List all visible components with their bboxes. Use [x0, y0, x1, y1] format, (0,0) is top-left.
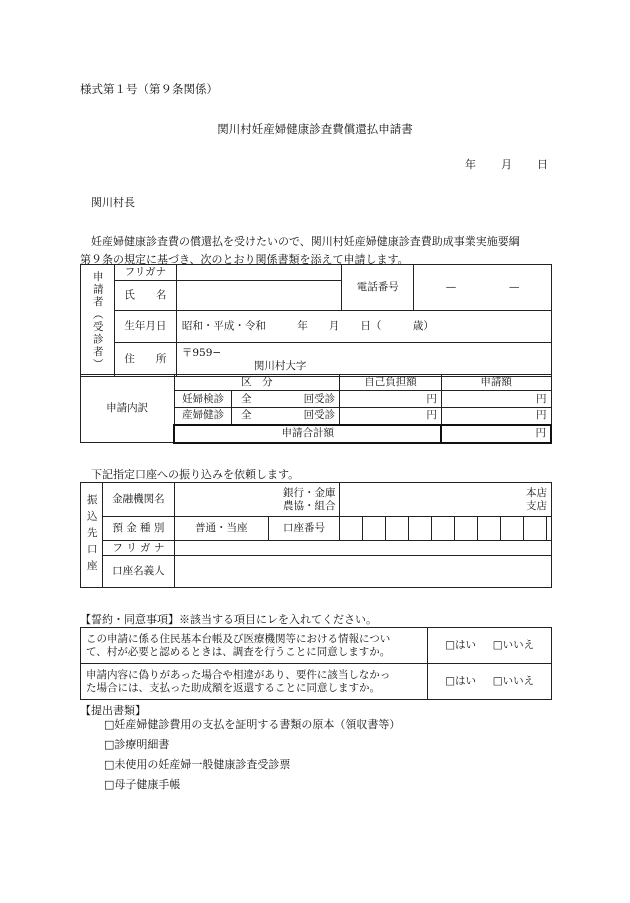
- bank-table: [80, 482, 552, 588]
- holder-input[interactable]: [174, 556, 551, 588]
- account-digit[interactable]: [501, 517, 524, 541]
- no-checkbox[interactable]: □いいえ: [492, 639, 535, 652]
- date-month: 月: [501, 158, 512, 171]
- document-item[interactable]: □未使用の妊産婦一般健康診査受診票: [104, 758, 291, 771]
- furigana-label: フリガナ: [114, 265, 176, 281]
- consent-table: [80, 627, 552, 700]
- consent-question: この申請に係る住民基本台帳及び医療機関等における情報につい て、村が必要と認めるときは、調査を行うことに同意しますか。: [81, 628, 428, 664]
- addressee: 関川村長: [91, 196, 135, 209]
- consent-answer: [428, 628, 552, 664]
- table-row: [81, 664, 552, 700]
- details-section-label: 申請内訳: [81, 375, 175, 443]
- account-digit[interactable]: [432, 517, 455, 541]
- yes-checkbox[interactable]: □はい: [445, 639, 477, 652]
- consent-question: 申請内容に偽りがあった場合や相違があり、要件に該当しなかっ た場合には、支払った助成額を返還することに同意しますか。: [81, 664, 428, 700]
- page-title: 関川村妊産婦健康診査費償還払申請書: [217, 122, 413, 136]
- bank-type-2: 農協・組合: [282, 499, 336, 512]
- village-name: 関川村大字: [253, 359, 307, 372]
- holder-label: 口座名義人: [102, 556, 174, 588]
- name-input[interactable]: [176, 281, 342, 311]
- account-digit[interactable]: [409, 517, 432, 541]
- self-pay-amount[interactable]: 円: [340, 391, 442, 408]
- bank-type-1: 銀行・金庫: [282, 486, 336, 499]
- form-number: 様式第１号（第９条関係）: [80, 82, 218, 96]
- address-label: 住 所: [114, 343, 176, 377]
- phone-label: 電話番号: [342, 265, 414, 311]
- total-label: 申請合計額: [174, 425, 441, 443]
- birth-label: 生年月日: [114, 311, 176, 343]
- no-checkbox[interactable]: □いいえ: [492, 675, 535, 688]
- exam-times[interactable]: 回受診: [260, 391, 340, 408]
- applicant-section-label: 申請者（受診者）: [81, 265, 115, 377]
- exam-all: 全: [232, 408, 260, 425]
- category-header: 区 分: [174, 375, 339, 391]
- furigana-input[interactable]: [176, 265, 342, 281]
- institution-label: 金融機関名: [102, 483, 174, 517]
- exam-all: 全: [232, 391, 260, 408]
- account-digit[interactable]: [478, 517, 501, 541]
- self-pay-header: 自己負担額: [340, 375, 442, 391]
- phone-dash-2: —: [508, 281, 520, 294]
- exam-type: 妊婦検診: [174, 391, 232, 408]
- intro-line-2: 第９条の規定に基づき、次のとおり関係書類を添えて申請します。: [80, 253, 409, 266]
- intro-line-1: 妊産婦健康診査費の償還払を受けたいので、関川村妊産婦健康診査費助成事業実施要綱: [91, 235, 520, 248]
- yes-checkbox[interactable]: □はい: [445, 675, 477, 688]
- name-label: 氏 名: [114, 281, 176, 311]
- exam-times[interactable]: 回受診: [260, 408, 340, 425]
- branch-input[interactable]: [340, 483, 552, 517]
- document-item[interactable]: □診療明細書: [104, 738, 170, 751]
- address-input[interactable]: [176, 343, 551, 377]
- account-digit[interactable]: [363, 517, 386, 541]
- branch-main: 本店: [526, 486, 547, 499]
- transfer-request: 下記指定口座への振り込みを依頼します。: [91, 468, 300, 481]
- phone-input[interactable]: [414, 265, 552, 311]
- bank-name-input[interactable]: [174, 483, 340, 517]
- deposit-value[interactable]: 普通・当座: [174, 517, 268, 541]
- phone-dash-1: —: [445, 281, 457, 294]
- table-row: [81, 628, 552, 664]
- details-table: [80, 374, 552, 444]
- account-digit[interactable]: [523, 517, 546, 541]
- applicant-table: [80, 264, 552, 377]
- document-item[interactable]: □母子健康手帳: [104, 778, 181, 791]
- consent-heading: 【誓約・同意事項】※該当する項目にレを入れてください。: [80, 613, 377, 626]
- date-year: 年: [465, 158, 476, 171]
- account-digit[interactable]: [546, 517, 551, 541]
- amount-header: 申請額: [441, 375, 551, 391]
- request-amount[interactable]: 円: [441, 391, 551, 408]
- self-pay-amount[interactable]: 円: [340, 408, 442, 425]
- document-item[interactable]: □妊産婦健診費用の支払を証明する書類の原本（領収書等）: [104, 718, 401, 731]
- total-amount[interactable]: 円: [441, 425, 551, 443]
- exam-type: 産婦健診: [174, 408, 232, 425]
- date-day: 日: [537, 158, 548, 171]
- birth-value[interactable]: 昭和・平成・令和 年 月 日（ 歳）: [176, 311, 551, 343]
- documents-list: [104, 715, 400, 795]
- account-digit[interactable]: [340, 517, 363, 541]
- branch-sub: 支店: [526, 499, 547, 512]
- bank-section-label: 振込先口座: [81, 483, 103, 588]
- request-amount[interactable]: 円: [441, 408, 551, 425]
- postal-code: 〒959−: [181, 346, 222, 359]
- account-digit[interactable]: [455, 517, 478, 541]
- account-furigana-label: フ リ ガ ナ: [102, 541, 174, 556]
- documents-heading: 【提出書類】: [80, 704, 146, 717]
- account-label: 口座番号: [268, 517, 340, 541]
- account-digit[interactable]: [386, 517, 409, 541]
- deposit-label: 預 金 種 別: [102, 517, 174, 541]
- account-furigana-input[interactable]: [174, 541, 551, 556]
- consent-answer: [428, 664, 552, 700]
